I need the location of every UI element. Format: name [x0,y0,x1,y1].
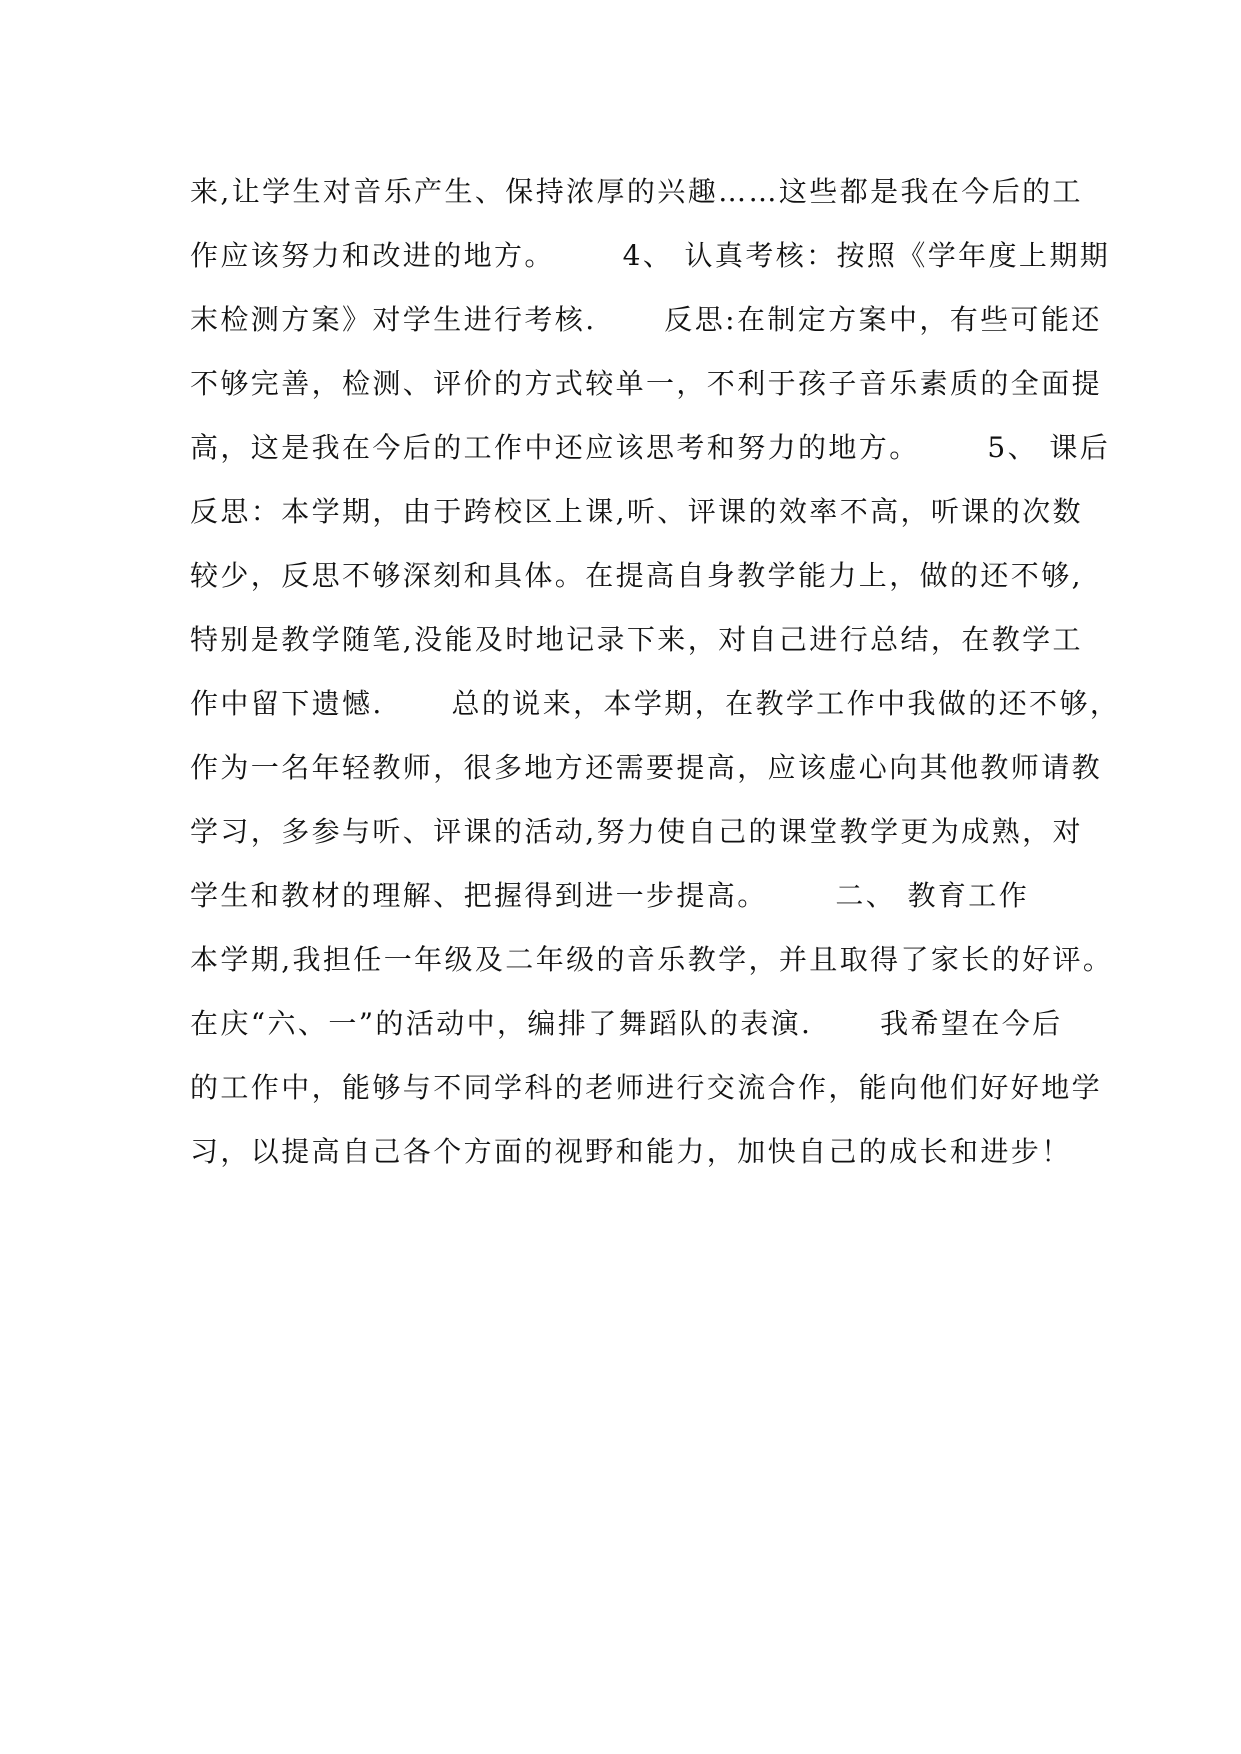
text-line: 较少，反思不够深刻和具体。在提高自身教学能力上，做的还不够, [190,559,1083,592]
text-line: 作应该努力和改进的地方。 4、 认真考核：按照《学年度上期期 [190,239,1111,272]
text-line: 学习，多参与听、评课的活动,努力使自己的课堂教学更为成熟，对 [190,815,1083,848]
text-line: 末检测方案》对学生进行考核. 反思:在制定方案中，有些可能还 [190,303,1102,336]
text-line: 本学期,我担任一年级及二年级的音乐教学，并且取得了家长的好评。 [190,943,1114,976]
text-line: 作为一名年轻教师，很多地方还需要提高，应该虚心向其他教师请教 [190,751,1103,784]
text-line: 不够完善，检测、评价的方式较单一，不利于孩子音乐素质的全面提 [190,367,1103,400]
text-line: 高，这是我在今后的工作中还应该思考和努力的地方。 5、 课后 [190,431,1111,464]
text-line: 特别是教学随笔,没能及时地记录下来，对自己进行总结，在教学工 [190,623,1083,656]
text-line: 习，以提高自己各个方面的视野和能力，加快自己的成长和进步！ [190,1135,1072,1168]
text-line: 来,让学生对音乐产生、保持浓厚的兴趣……这些都是我在今后的工 [190,175,1083,208]
text-line: 反思：本学期，由于跨校区上课,听、评课的效率不高，听课的次数 [190,495,1083,528]
text-line: 学生和教材的理解、把握得到进一步提高。 二、 教育工作 [190,879,1030,912]
body-text [190,160,1121,1184]
text-line: 的工作中，能够与不同学科的老师进行交流合作，能向他们好好地学 [190,1071,1103,1104]
text-line: 作中留下遗憾. 总的说来，本学期，在教学工作中我做的还不够， [190,687,1121,720]
text-line: 在庆“六、一”的活动中，编排了舞蹈队的表演. 我希望在今后 [190,1007,1063,1040]
